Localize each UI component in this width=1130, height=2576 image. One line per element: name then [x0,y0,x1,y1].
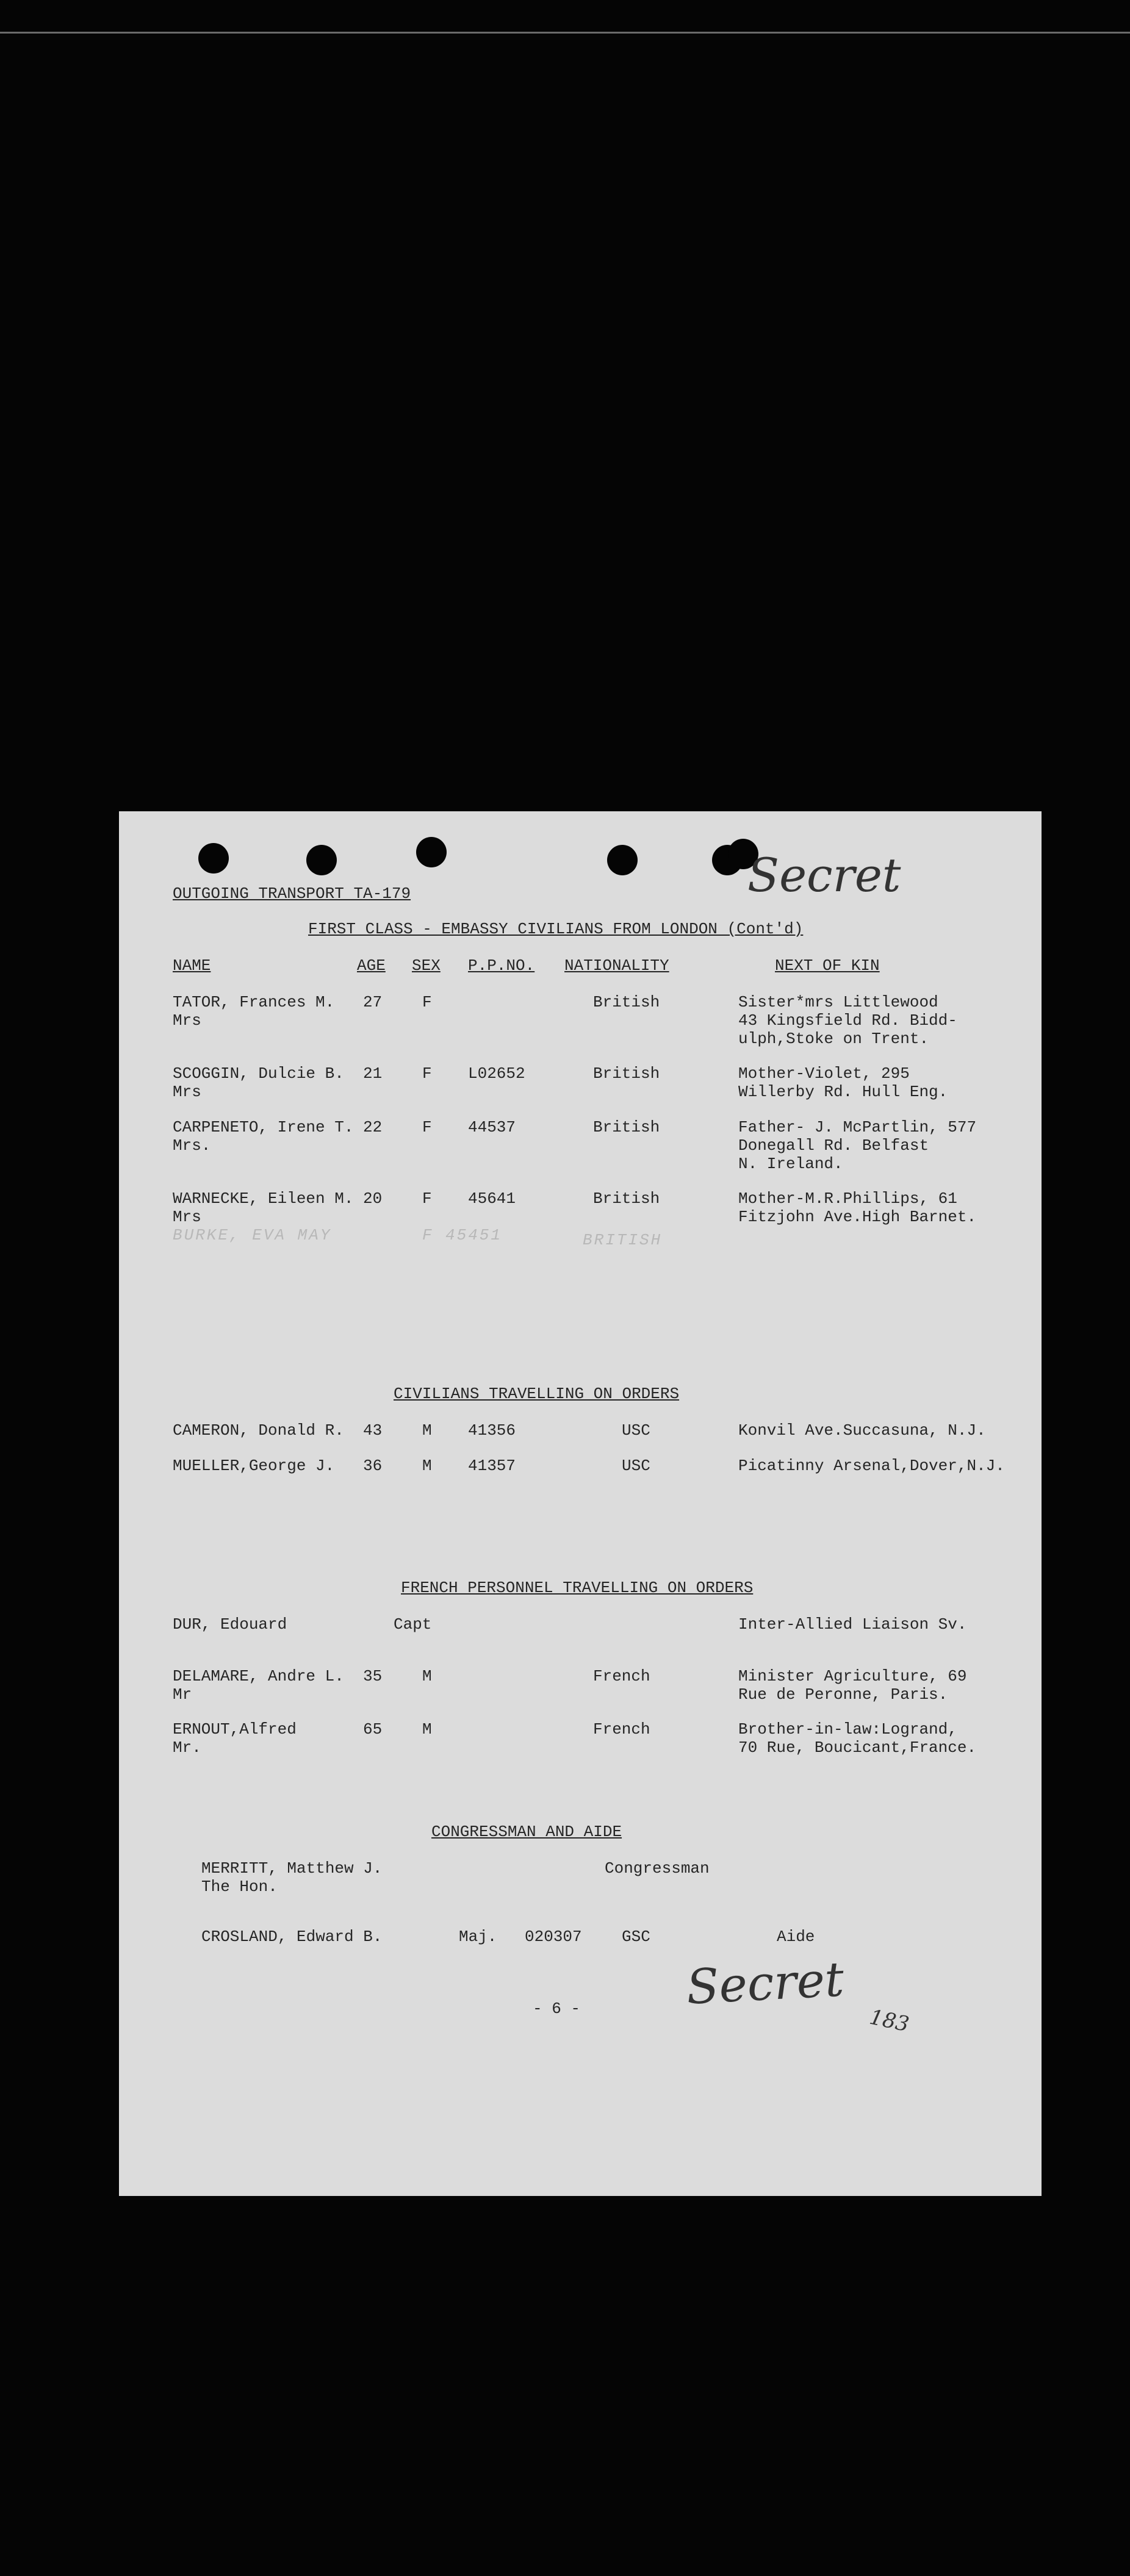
congress-title: CONGRESSMAN AND AIDE [431,1823,622,1841]
next-of-kin: Picatinny Arsenal,Dover,N.J. [738,1457,1005,1475]
next-of-kin: ulph,Stoke on Trent. [738,1030,929,1048]
passenger-role: Aide [777,1928,815,1946]
passenger-title: Mrs. [173,1136,211,1155]
passenger-title: Mrs [173,1011,201,1030]
passenger-name: MUELLER,George J. [173,1457,335,1475]
passenger-title: Mr [173,1685,192,1704]
passenger-title: The Hon. [201,1878,278,1896]
passenger-nationality: French [593,1720,650,1738]
passenger-sex: F [422,993,432,1011]
passenger-age: 21 [363,1064,383,1083]
faint-name: BURKE, EVA MAY [173,1226,332,1244]
passenger-name: CARPENETO, Irene T. [173,1118,354,1136]
passenger-title: Mr. [173,1738,201,1757]
passenger-name: WARNECKE, Eileen M. [173,1189,354,1208]
next-of-kin: 43 Kingsfield Rd. Bidd- [738,1011,957,1030]
passenger-nationality: British [593,1189,660,1208]
next-of-kin: Mother-Violet, 295 [738,1064,910,1083]
passenger-passport: 41356 [468,1421,516,1440]
col-sex: SEX [412,956,441,975]
col-age: AGE [357,956,386,975]
french-title: FRENCH PERSONNEL TRAVELLING ON ORDERS [401,1579,754,1597]
next-of-kin: Donegall Rd. Belfast [738,1136,929,1155]
passenger-role: Congressman [605,1859,710,1878]
passenger-sex: M [422,1667,432,1685]
passenger-serial: 020307 [525,1928,582,1946]
passenger-nationality: USC [622,1421,650,1440]
passenger-name: DELAMARE, Andre L. [173,1667,344,1685]
passenger-passport: 44537 [468,1118,516,1136]
next-of-kin: Konvil Ave.Succasuna, N.J. [738,1421,986,1440]
passenger-title: Mrs [173,1208,201,1226]
punch-hole [607,845,638,875]
next-of-kin: 70 Rue, Boucicant,France. [738,1738,977,1757]
next-of-kin: Brother-in-law:Logrand, [738,1720,957,1738]
section-title: FIRST CLASS - EMBASSY CIVILIANS FROM LONDON (Cont'd) [308,920,804,938]
faint-sex: F [422,1226,434,1244]
film-edge-line [0,32,1130,34]
passenger-nationality: British [593,1064,660,1083]
passenger-age: 27 [363,993,383,1011]
passenger-sex: F [422,1189,432,1208]
passenger-age: 20 [363,1189,383,1208]
punch-hole [416,837,447,867]
passenger-name: TATOR, Frances M. [173,993,335,1011]
passenger-passport: L02652 [468,1064,525,1083]
document-page [119,811,1042,2196]
punch-hole [306,845,337,875]
passenger-name: MERRITT, Matthew J. [201,1859,383,1878]
passenger-age: 35 [363,1667,383,1685]
passenger-nationality: British [593,993,660,1011]
next-of-kin: Father- J. McPartlin, 577 [738,1118,977,1136]
passenger-age: 43 [363,1421,383,1440]
passenger-passport: 41357 [468,1457,516,1475]
passenger-sex: F [422,1118,432,1136]
handwritten-secret-bottom: Secret [685,1952,846,2015]
passenger-name: CROSLAND, Edward B. [201,1928,383,1946]
next-of-kin: N. Ireland. [738,1155,843,1173]
faint-passport: 45451 [445,1226,503,1244]
next-of-kin: Willerby Rd. Hull Eng. [738,1083,948,1101]
passenger-age: 22 [363,1118,383,1136]
passenger-age: 65 [363,1720,383,1738]
faint-nationality: BRITISH [583,1231,663,1249]
passenger-sex: M [422,1421,432,1440]
handwritten-secret-top: Secret [747,848,901,902]
next-of-kin: Minister Agriculture, 69 [738,1667,967,1685]
passenger-sex: F [422,1064,432,1083]
col-kin: NEXT OF KIN [775,956,880,975]
passenger-passport: 45641 [468,1189,516,1208]
page-number: - 6 - [533,2000,581,2018]
passenger-name: DUR, Edouard [173,1615,287,1634]
passenger-nationality: British [593,1118,660,1136]
passenger-name: ERNOUT,Alfred [173,1720,297,1738]
next-of-kin: Fitzjohn Ave.High Barnet. [738,1208,977,1226]
next-of-kin: Mother-M.R.Phillips, 61 [738,1189,957,1208]
passenger-name: SCOGGIN, Dulcie B. [173,1064,344,1083]
next-of-kin: Sister*mrs Littlewood [738,993,938,1011]
col-nationality: NATIONALITY [564,956,669,975]
passenger-nationality: French [593,1667,650,1685]
passenger-nationality: USC [622,1457,650,1475]
passenger-name: CAMERON, Donald R. [173,1421,344,1440]
passenger-rank: Maj. [459,1928,497,1946]
passenger-rank: Capt [394,1615,432,1634]
civilians-title: CIVILIANS TRAVELLING ON ORDERS [394,1385,680,1403]
punch-hole [198,843,229,874]
passenger-sex: M [422,1457,432,1475]
transport-title: OUTGOING TRANSPORT TA-179 [173,884,411,903]
col-name: NAME [173,956,211,975]
handwritten-page-stamp: 183 [867,2004,912,2037]
passenger-age: 36 [363,1457,383,1475]
col-pp: P.P.NO. [468,956,535,975]
passenger-title: Mrs [173,1083,201,1101]
passenger-sex: M [422,1720,432,1738]
passenger-branch: GSC [622,1928,650,1946]
next-of-kin: Rue de Peronne, Paris. [738,1685,948,1704]
next-of-kin: Inter-Allied Liaison Sv. [738,1615,967,1634]
